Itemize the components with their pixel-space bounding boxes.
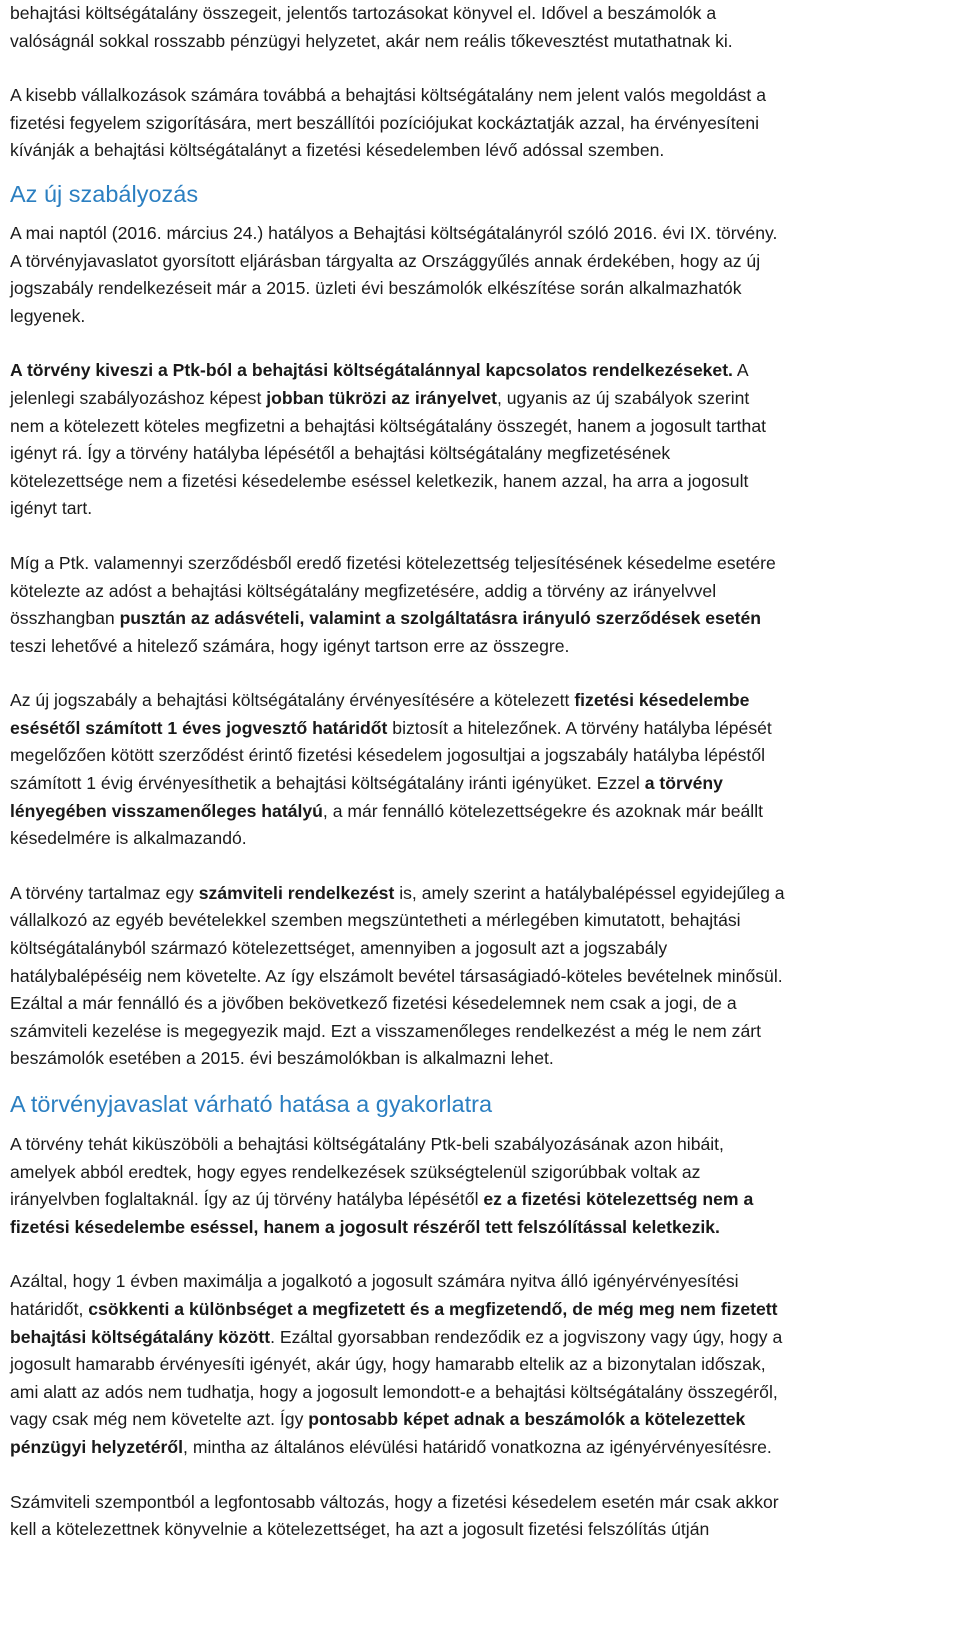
text-line: kell a kötelezettnek könyvelnie a kötelezettséget, ha azt a jogosult fizetési felszólítás útján (10, 1519, 710, 1540)
text-run: A törvény tartalmaz egy (10, 882, 199, 903)
text-line: hatálybalépéséig nem követelte. Az így elszámolt bevétel társaságiadó-köteles bevételnek minősül. (10, 965, 783, 986)
paragraph (10, 357, 960, 523)
text-run: A (732, 360, 749, 381)
text-line: kötelezettsége nem a fizetési késedelembe eséssel keletkezik, hanem azzal, ha arra a jogosult (10, 470, 749, 491)
bold-text: a törvény (644, 773, 723, 794)
text-run: összhangban (10, 608, 120, 629)
text-run: biztosít a hitelezőnek. A törvény hatályba lépését (387, 717, 772, 738)
bold-text: jobban tükrözi az irányelvet (266, 387, 497, 408)
text-line: Azáltal, hogy 1 évben maximálja a jogalkotó a jogosult számára nyitva álló igényérvényesítési (10, 1271, 739, 1292)
text-run: , mintha az általános elévülési határidő vonatkozna az igényérvényesítésre. (183, 1436, 772, 1457)
paragraph (10, 82, 960, 165)
text-run: Az új jogszabály a behajtási költségátalány érvényesítésére a kötelezett (10, 690, 575, 711)
text-run: vagy csak még nem követelte azt. Így (10, 1409, 309, 1430)
text-line: késedelmére is alkalmazandó. (10, 828, 247, 849)
text-line: ami alatt az adós nem tudhatja, hogy a jogosult lemondott-e a behajtási költségátalány összegéről, (10, 1381, 778, 1402)
bold-text: A törvény kiveszi a Ptk-ból a behajtási költségátalánnyal kapcsolatos rendelkezéseket. (10, 360, 733, 381)
text-run: határidőt, (10, 1298, 89, 1319)
bold-text: esésétől számított 1 éves jogvesztő határidőt (10, 717, 388, 738)
text-line: behajtási költségátalány összegeit, jelentős tartozásokat könyvel el. Idővel a beszámolók a (10, 3, 717, 23)
text-line: kötelezte az adóst a behajtási költségátalány megfizetésére, addig a törvény az irányelvvel (10, 580, 717, 601)
text-line: beszámolók esetében a 2015. évi beszámolókban is alkalmazni lehet. (10, 1048, 554, 1069)
text-line: igényt tart. (10, 498, 93, 519)
text-run: számított 1 évig érvényesíthetik a behajtási költségátalány iránti igényüket. Ezzel (10, 773, 645, 794)
bold-text: pénzügyi helyzetéről (10, 1436, 184, 1457)
paragraph (10, 1489, 960, 1544)
section-heading: A törvényjavaslat várható hatása a gyakorlatra (10, 1091, 493, 1117)
text-line: teszi lehetővé a hitelező számára, hogy igényt tartson erre az összegre. (10, 635, 570, 656)
text-line: Ezáltal a már fennálló és a jövőben bekövetkező fizetési késedelemnek nem csak a jogi, de a (10, 993, 737, 1014)
paragraph (10, 1268, 960, 1461)
text-run: jelenlegi szabályozáshoz képest (10, 387, 267, 408)
text-line: költségátalányból származó kötelezettséget, amennyiben a jogosult azt a jogszabály (10, 938, 668, 959)
section-heading: Az új szabályozás (10, 180, 199, 207)
text-line: jogszabály rendelkezéseit már a 2015. üzleti évi beszámolók elkészítése során alkalmazhatók (10, 278, 742, 299)
text-line: A mai naptól (2016. március 24.) hatályos a Behajtási költségátalányról szóló 2016. évi IX. törvény. (10, 222, 778, 243)
text-run: . Ezáltal gyorsabban rendeződik ez a jogviszony vagy úgy, hogy a (270, 1326, 783, 1347)
bold-text: fizetési késedelembe eséssel, hanem a jogosult részéről tett felszólítással keletkezik. (10, 1216, 720, 1237)
text-line: amelyek abból eredtek, hogy egyes rendelkezések szükségtelenül szigorúbbak voltak az (10, 1161, 701, 1182)
text-line: igényt rá. Így a törvény hatályba lépésétől a behajtási költségátalány megfizetésének (10, 443, 671, 464)
paragraph (10, 880, 960, 1073)
text-line: vállalkozó az egyéb bevételekkel szemben megszüntetheti a mérlegében kimutatott, behajtási (10, 910, 741, 931)
text-line: megelőzően kötött szerződést érintő fizetési késedelem jogosultjai a jogszabály hatályba lépéstől (10, 745, 766, 766)
text-line: számviteli kezelése is megegyezik majd. Ezt a visszamenőleges rendelkezést a még le nem zárt (10, 1020, 761, 1041)
bold-text: csökkenti a különbséget a megfizetett és a megfizetendő, de még meg nem fizetett (88, 1298, 778, 1319)
text-run: , a már fennálló kötelezettségekre és azoknak már beállt (322, 800, 763, 821)
paragraph (10, 0, 960, 55)
bold-text: lényegében visszamenőleges hatályú (10, 800, 323, 821)
text-line: kívánják a behajtási költségátalányt a fizetési késedelemben lévő adóssal szemben. (10, 140, 665, 161)
text-line: nem a kötelezett köteles megfizetni a behajtási költségátalány összegét, hanem a jogosult tarthat (10, 415, 766, 436)
text-line: legyenek. (10, 305, 86, 326)
text-line: Számviteli szempontból a legfontosabb változás, hogy a fizetési késedelem esetén már csak akkor (10, 1491, 779, 1512)
bold-text: pusztán az adásvételi, valamint a szolgáltatásra irányuló szerződések esetén (119, 608, 762, 629)
text-line: A törvény tehát kiküszöböli a behajtási költségátalány Ptk-beli szabályozásának azon hibáit, (10, 1134, 724, 1154)
paragraph (10, 220, 960, 330)
bold-text: ez a fizetési kötelezettség nem a (483, 1189, 754, 1210)
paragraph (10, 687, 960, 853)
text-line: A kisebb vállalkozások számára továbbá a behajtási költségátalány nem jelent valós megoldást a (10, 85, 766, 106)
text-line: valóságnál sokkal rosszabb pénzügyi helyzetet, akár nem reális tőkevesztést mutathatnak ki. (10, 30, 733, 51)
paragraph (10, 550, 960, 660)
paragraph (10, 1131, 960, 1241)
bold-text: behajtási költségátalány között (10, 1326, 271, 1347)
text-line: Míg a Ptk. valamennyi szerződésből eredő fizetési kötelezettség teljesítésének késedelme esetére (10, 552, 776, 573)
text-run: is, amely szerint a hatálybalépéssel egyidejűleg a (394, 882, 785, 903)
text-line: fizetési fegyelem szigorítására, mert beszállítói pozíciójukat kockáztatják azzal, ha érvényesíteni (10, 112, 760, 133)
text-line: A törvényjavaslatot gyorsított eljárásban tárgyalta az Országgyűlés annak érdekében, hogy az új (10, 250, 761, 271)
text-run: irányelvben foglaltaknál. Így az új törvény hatályba lépésétől (10, 1189, 484, 1210)
text-run: , ugyanis az új szabályok szerint (496, 387, 750, 408)
text-line: jogosult hamarabb érvényesíti igényét, akár úgy, hogy hamarabb eltelik az a bizonytalan időszak, (10, 1354, 766, 1375)
bold-text: számviteli rendelkezést (198, 882, 395, 903)
bold-text: pontosabb képet adnak a beszámolók a kötelezettek (308, 1409, 746, 1430)
bold-text: fizetési késedelembe (574, 690, 750, 711)
